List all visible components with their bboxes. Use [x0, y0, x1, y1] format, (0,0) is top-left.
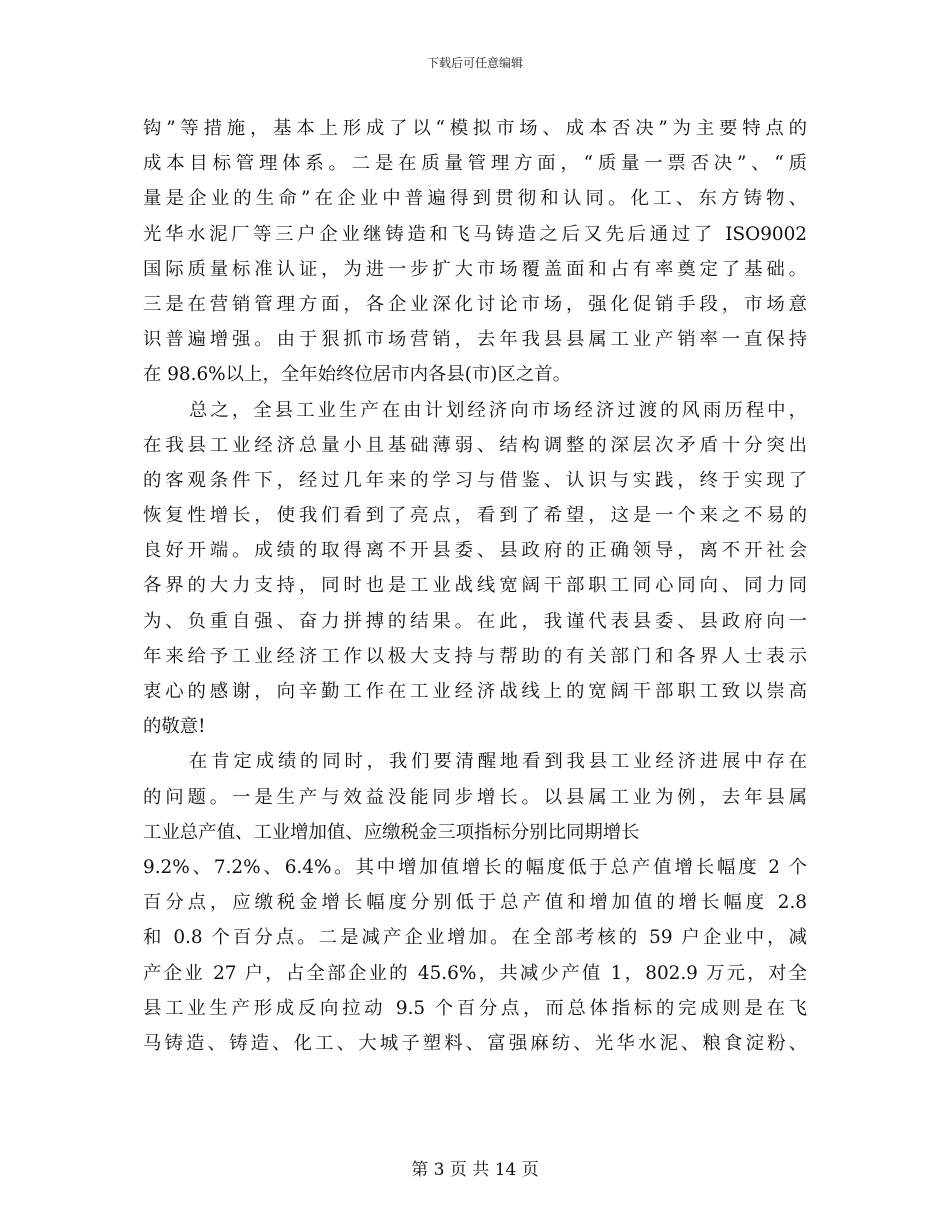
text-line: 识普遍增强。由于狠抓市场营销，去年我县县属工业产销率一直保持: [143, 329, 807, 351]
text-line: 总之，全县工业生产在由计划经济向市场经济过渡的风雨历程中，: [189, 399, 807, 421]
text-line: 和 0.8 个百分点。二是减产企业增加。在全部考核的 59 户企业中，减: [143, 927, 807, 949]
text-line: 的问题。一是生产与效益没能同步增长。以县属工业为例，去年县属: [143, 786, 807, 808]
text-line: 的客观条件下，经过几年来的学习与借鉴、认识与实践，终于实现了: [143, 469, 807, 491]
text-line: 恢复性增长，使我们看到了亮点，看到了希望，这是一个来之不易的: [143, 505, 807, 527]
page-header: 下载后可任意编辑: [426, 56, 523, 70]
text-line: 在肯定成绩的同时，我们要清醒地看到我县工业经济进展中存在: [189, 751, 807, 773]
text-line: 光华水泥厂等三户企业继铸造和飞马铸造之后又先后通过了 ISO9002: [143, 223, 807, 245]
text-line: 百分点，应缴税金增长幅度分别低于总产值和增加值的增长幅度 2.8: [143, 892, 807, 914]
text-line: 良好开端。成绩的取得离不开县委、县政府的正确领导，离不开社会: [143, 540, 807, 562]
text-line: 9.2%、7.2%、6.4%。其中增加值增长的幅度低于总产值增长幅度 2 个: [143, 856, 807, 878]
text-line: 在我县工业经济总量小且基础薄弱、结构调整的深层次矛盾十分突出: [143, 434, 807, 456]
text-line: 在 98.6%以上，全年始终位居市内各县(市)区之首。: [143, 364, 572, 386]
text-line: 量是企业的生命”在企业中普遍得到贯彻和认同。化工、东方铸物、: [143, 188, 807, 210]
text-line: 钩”等措施，基本上形成了以“模拟市场、成本否决”为主要特点的: [143, 118, 807, 139]
text-line: 各界的大力支持，同时也是工业战线宽阔干部职工同心同向、同力同: [143, 575, 807, 597]
text-line: 成本目标管理体系。二是在质量管理方面，“质量一票否决”、“质: [143, 153, 807, 175]
text-line: 衷心的感谢，向辛勤工作在工业经济战线上的宽阔干部职工致以崇高: [143, 681, 807, 702]
page-number-footer: 第 3 页 共 14 页: [411, 1160, 539, 1180]
text-line: 年来给予工业经济工作以极大支持与帮助的有关部门和各界人士表示: [143, 645, 807, 667]
text-line: 的敬意!: [143, 716, 206, 738]
document-body: [143, 111, 807, 1061]
text-line: 县工业生产形成反向拉动 9.5 个百分点，而总体指标的完成则是在飞: [143, 997, 807, 1019]
text-line: 为、负重自强、奋力拼搏的结果。在此，我谨代表县委、县政府向一: [143, 610, 807, 632]
text-line: 马铸造、铸造、化工、大城子塑料、富强麻纺、光华水泥、粮食淀粉、: [143, 1032, 807, 1054]
text-line: 工业总产值、工业增加值、应缴税金三项指标分别比同期增长: [143, 821, 640, 843]
text-line: 三是在营销管理方面，各企业深化讨论市场，强化促销手段，市场意: [143, 293, 807, 315]
text-line: 产企业 27 户，占全部企业的 45.6%，共减少产值 1，802.9 万元，对全: [143, 962, 807, 984]
text-line: 国际质量标准认证，为进一步扩大市场覆盖面和占有率奠定了基础。: [143, 258, 807, 280]
